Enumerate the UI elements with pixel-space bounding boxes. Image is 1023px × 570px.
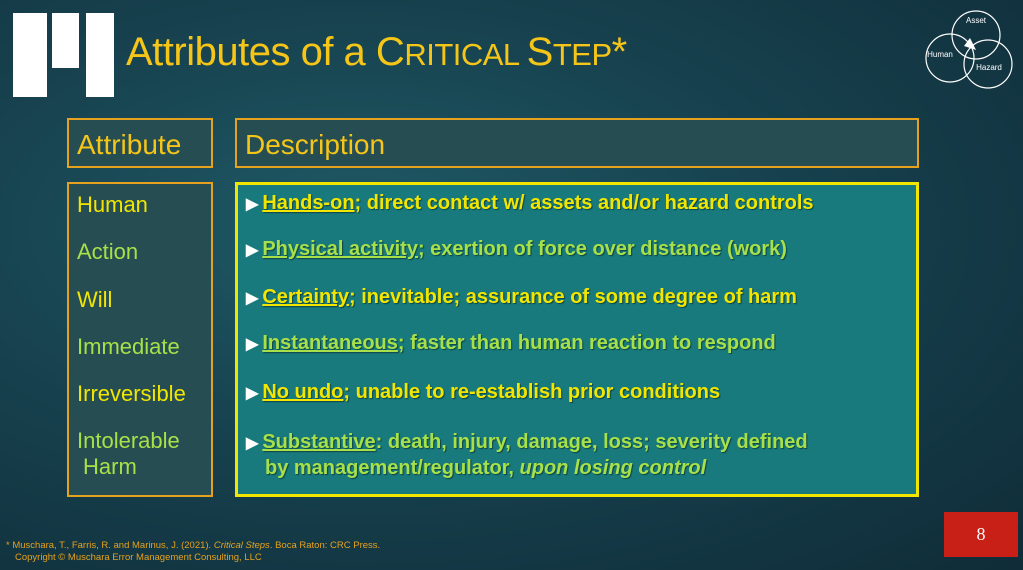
description-physical-activity: ▶ Physical activity; exertion of force over distance (work) [246, 238, 787, 260]
description-certainty: ▶ Certainty; inevitable; assurance of some degree of harm [246, 286, 797, 308]
footnote-citation: * Muschara, T., Farris, R. and Marinus, J. (2021). Critical Steps. Boca Raton: CRC Press. [6, 540, 381, 551]
bullet-arrow-icon: ▶ [246, 242, 259, 259]
description-hands-on: ▶ Hands-on; direct contact w/ assets and/or hazard controls [246, 192, 814, 214]
bullet-arrow-icon: ▶ [246, 290, 259, 307]
attribute-human: Human [77, 192, 148, 217]
bullet-arrow-icon: ▶ [246, 435, 259, 452]
venn-label-asset: Asset [965, 16, 987, 25]
attribute-list [67, 182, 213, 497]
description-instantaneous: ▶ Instantaneous; faster than human reaction to respond [246, 332, 776, 354]
emphasis-upon-losing-control: upon losing control [519, 457, 707, 479]
attribute-intolerable-harm: Intolerable Harm [77, 428, 180, 479]
venn-diagram-logo [918, 8, 1018, 92]
footnote [6, 540, 380, 564]
description-substantive: ▶ Substantive: death, injury, damage, loss; severity defined by management/regulator, upon losing control [246, 431, 808, 479]
bullet-arrow-icon: ▶ [246, 385, 259, 402]
logo-bar-middle [52, 13, 79, 68]
page-number-badge: 8 [944, 512, 1018, 557]
attribute-will: Will [77, 287, 113, 312]
attribute-header [67, 118, 213, 168]
venn-label-human: Human [927, 50, 953, 59]
description-header-label: Description [245, 129, 386, 160]
description-header [235, 118, 919, 168]
footnote-copyright: Copyright © Muschara Error Management Consulting, LLC [15, 552, 262, 563]
slide-title: Attributes of a CRITICAL STEP* [126, 30, 627, 74]
logo-bar-right [86, 13, 114, 97]
logo-bar-left [13, 13, 47, 97]
attribute-action: Action [77, 239, 139, 264]
venn-label-hazard: Hazard [976, 63, 1002, 72]
attribute-immediate: Immediate [77, 334, 180, 359]
description-list [235, 182, 919, 497]
attribute-irreversible: Irreversible [77, 381, 186, 406]
bullet-arrow-icon: ▶ [246, 196, 259, 213]
description-no-undo: ▶ No undo; unable to re-establish prior conditions [246, 381, 721, 403]
bullet-arrow-icon: ▶ [246, 336, 259, 353]
attribute-header-label: Attribute [77, 129, 182, 160]
